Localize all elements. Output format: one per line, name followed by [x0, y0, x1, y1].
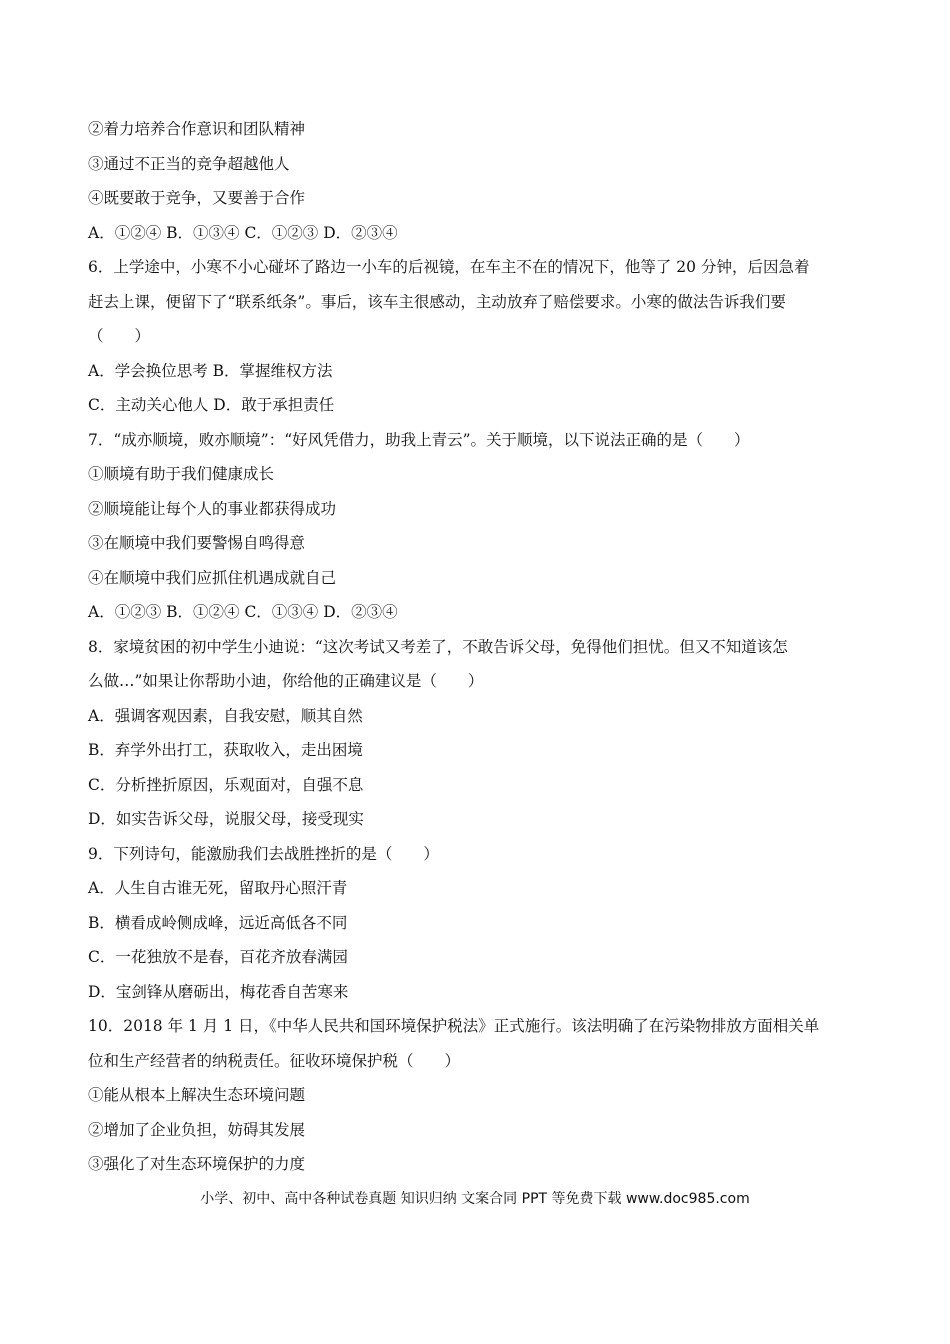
text-line: ①顺境有助于我们健康成长 [88, 465, 275, 483]
text-line: B．横看成岭侧成峰，远近高低各不同 [88, 913, 348, 932]
text-line: ③通过不正当的竞争超越他人 [88, 154, 290, 173]
text-line: ④既要敢于竞争，又要善于合作 [88, 189, 306, 207]
text-line: 6．上学途中，小寒不小心碰坏了路边一小车的后视镜，在车主不在的情况下，他等了 20 分钟，后因急着 [88, 258, 810, 276]
text-line: 9．下列诗句，能激励我们去战胜挫折的是（ ） [88, 844, 439, 863]
text-line: ②着力培养合作意识和团队精神 [88, 120, 306, 138]
text-line: ③在顺境中我们要警惕自鸣得意 [88, 534, 306, 552]
text-line: A．①②③ B．①②④ C．①③④ D．②③④ [88, 603, 398, 621]
text-line: ①能从根本上解决生态环境问题 [88, 1086, 306, 1104]
text-line: ③强化了对生态环境保护的力度 [88, 1155, 306, 1173]
text-line: ②顺境能让每个人的事业都获得成功 [88, 499, 337, 518]
text-line: 么做…”如果让你帮助小迪，你给他的正确建议是（ ） [88, 672, 484, 690]
text-line: A．人生自古谁无死，留取丹心照汗青 [88, 879, 348, 897]
text-line: 位和生产经营者的纳税责任。征收环境保护税（ ） [88, 1051, 461, 1070]
text-line: 7．“成亦顺境，败亦顺境”：“好风凭借力，助我上青云”。关于顺境，以下说法正确的是（ ） [88, 430, 750, 449]
text-line: B．弃学外出打工，获取收入，走出困境 [88, 741, 363, 759]
text-line: C．一花独放不是春，百花齐放春满园 [88, 948, 348, 966]
text-line: C．主动关心他人 D．敢于承担责任 [88, 396, 335, 414]
page-footer: 小学、初中、高中各种试卷真题 知识归纳 文案合同 PPT 等免费下载 www.doc985.com [200, 1191, 750, 1207]
text-line: A．强调客观因素，自我安慰，顺其自然 [88, 706, 363, 725]
text-line: D．如实告诉父母，说服父母，接受现实 [88, 810, 364, 828]
text-line: A．学会换位思考 B．掌握维权方法 [88, 361, 333, 380]
text-line: 10．2018 年 1 月 1 日，《中华人民共和国环境保护税法》正式施行。该法明确了在污染物排放方面相关单 [88, 1017, 820, 1035]
text-line: （ ） [88, 327, 151, 345]
text-line: A．①②④ B．①③④ C．①②③ D．②③④ [88, 223, 398, 242]
text-line: D．宝剑锋从磨砺出，梅花香自苦寒来 [88, 982, 349, 1001]
text-line: C．分析挫折原因，乐观面对，自强不息 [88, 775, 364, 794]
text-line: ②增加了企业负担，妨碍其发展 [88, 1120, 306, 1139]
text-line: ④在顺境中我们应抓住机遇成就自己 [88, 568, 337, 587]
text-line: 赶去上课，便留下了“联系纸条”。事后，该车主很感动，主动放弃了赔偿要求。小寒的做法告诉我们要 [88, 292, 786, 311]
question-content [88, 112, 878, 1182]
text-line: 8．家境贫困的初中学生小迪说：“这次考试又考差了，不敢告诉父母，免得他们担忧。但又不知道该怎 [88, 637, 788, 656]
